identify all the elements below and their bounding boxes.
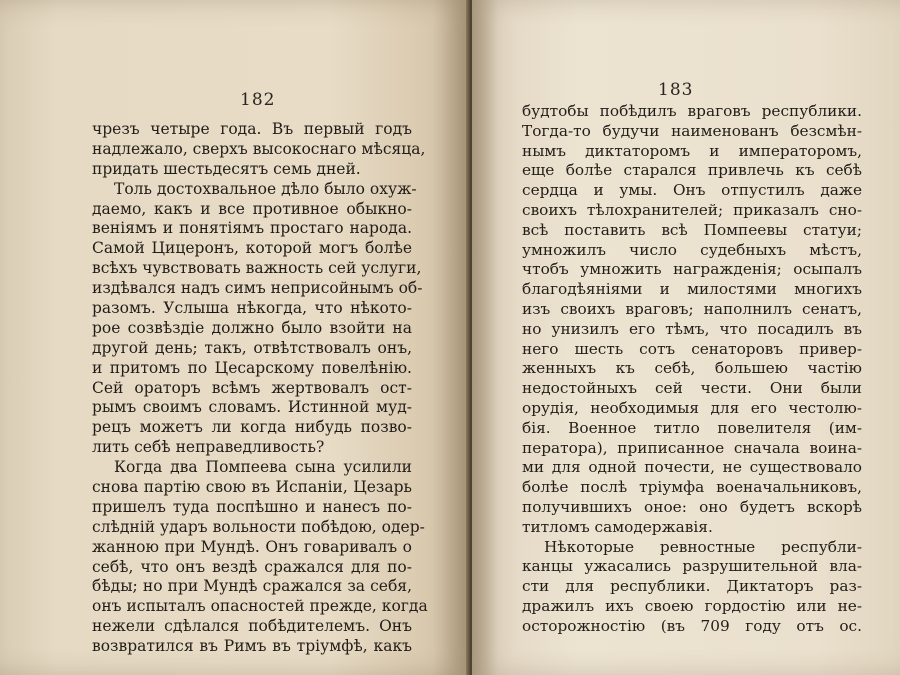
text-line: канцы ужасались разрушительной вла- [522,557,862,576]
text-line: бѣды; но при Мундѣ сражался за себя, [92,577,412,596]
text-line: женныхъ къ себѣ, большею частію [522,359,862,378]
text-line: но унизилъ его тѣмъ, что посадилъ въ [522,319,862,338]
text-line: Нѣкоторые ревностные республи- [544,537,862,556]
text-line: титломъ самодержавія. [522,517,713,536]
text-line: рымъ своимъ словамъ. Истинной муд- [92,398,412,417]
text-line: Сей ораторъ всѣмъ жертвовалъ ост- [92,378,412,397]
text-line: даемо, какъ и все противное обыкно- [92,199,412,218]
text-line: нымъ диктаторомъ и императоромъ, [522,141,862,160]
text-line: снова партію свою въ Испаніи, Цезарь [92,478,412,497]
text-line: будтобы побѣдилъ враговъ республики. [522,102,862,120]
text-line: придать шестьдесятъ семь дней. [92,159,361,178]
text-line: разомъ. Услыша нѣкогда, что нѣкото- [92,299,412,318]
text-line: всѣ поставить всѣ Помпеевы статуи; [522,220,862,239]
text-line: ператора), приписанное сначала воина- [522,438,862,457]
text-line: Самой Цицеронъ, которой могъ болѣе [92,239,412,258]
text-line: получившихъ оное: оно будетъ вскорѣ [522,497,862,516]
text-line: умножилъ число судебныхъ мѣстъ, [522,240,862,259]
left-page-text [92,120,428,657]
text-line: издѣвался надъ симъ неприсойнымъ об- [92,279,423,298]
text-line: благодѣяніями и милостями многихъ [522,280,862,299]
text-line: ми для одной почести, не существовало [522,458,862,477]
right-page-number: 183 [658,80,694,100]
text-line: возвратился въ Римъ въ тріумфѣ, какъ [92,637,412,656]
text-line: осторожностію (въ 709 году отъ ос. [522,616,862,635]
left-page-number: 182 [240,90,276,110]
text-line: веніямъ и понятіямъ простаго народа. [92,219,412,238]
text-line: всѣхъ чувствовать важность сей услуги, [92,259,422,278]
text-line: чрезъ четыре года. Въ первый годъ [92,120,412,138]
right-page-text [522,102,862,637]
text-line: орудія, необходимыя для его честолю- [522,398,862,417]
text-line: изъ своихъ враговъ; наполнилъ сенатъ, [522,299,862,318]
text-line: недостойныхъ сей чести. Они были [522,379,862,398]
text-line: сердца и умы. Онъ отпустилъ даже [522,181,862,200]
text-line: пришелъ туда поспѣшно и нанесъ по- [92,497,412,516]
text-line: жанною при Мундѣ. Онъ говаривалъ о [92,537,412,556]
text-line: сти для республики. Диктаторъ раз- [522,577,862,596]
right-page [472,0,900,675]
text-line: Когда два Помпеева сына усилили [114,458,412,477]
text-line: Толь достохвальное дѣло было охуж- [114,179,417,198]
text-line: слѣдній ударъ вольности побѣдою, одер- [92,517,425,536]
text-line: себѣ, что онъ вездѣ сражался для по- [92,557,412,576]
text-line: болѣе послѣ тріумфа военачальниковъ, [522,478,862,497]
text-line: лить себѣ неправедливость? [92,438,325,457]
text-line: еще болѣе старался привлечь къ себѣ [522,161,862,180]
text-line: рое созвѣздіе должно было взойти на [92,318,412,337]
text-line: онъ испыталъ опасностей прежде, когда [92,597,428,616]
text-line: другой день; такъ, отвѣтствовалъ онъ, [92,338,412,357]
text-line: дражилъ ихъ своею гордостію или не- [522,596,862,615]
text-line: рецъ можетъ ли когда нибудь позво- [92,418,412,437]
text-line: Тогда-то будучи наименованъ безсмѣн- [522,121,862,140]
text-line: чтобъ умножить награжденія; осыпалъ [522,260,862,279]
text-line: него шесть сотъ сенаторовъ привер- [522,339,862,358]
text-line: своихъ тѣлохранителей; приказалъ сно- [522,200,862,219]
text-line: и притомъ по Цесарскому повелѣнію. [92,358,412,377]
text-line: нежели сдѣлался побѣдителемъ. Онъ [92,617,412,636]
text-line: надлежало, сверхъ высокоснаго мѣсяца, [92,139,426,158]
text-line: бія. Военное титло повелителя (им- [522,418,862,437]
